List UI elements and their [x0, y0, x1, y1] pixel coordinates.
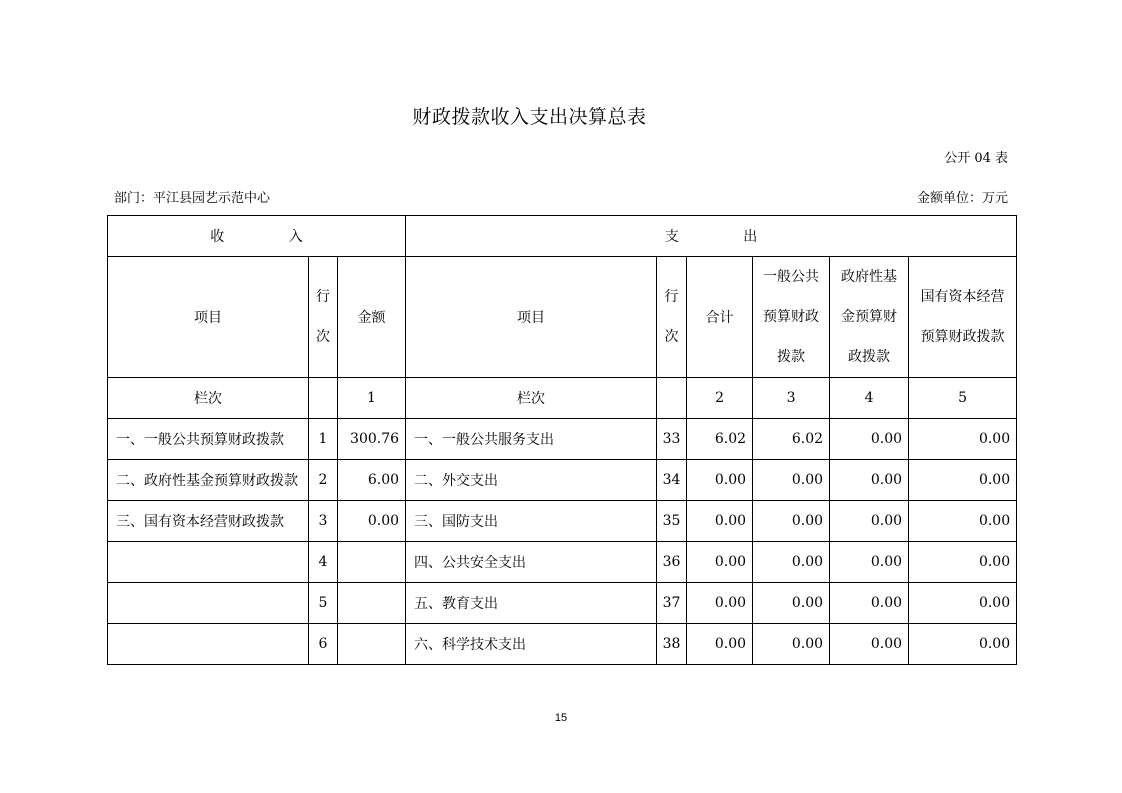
income-row-no: 1 — [309, 419, 338, 460]
income-row-no-header: 行次 — [309, 257, 338, 378]
table-row — [108, 583, 1017, 624]
expense-item-header: 项目 — [406, 257, 657, 378]
col-index-5: 5 — [909, 378, 1017, 419]
total-value: 6.02 — [687, 419, 753, 460]
gov-fund-header: 政府性基金预算财政拨款 — [830, 257, 909, 378]
col-index-4: 4 — [830, 378, 909, 419]
col-blank-left — [309, 378, 338, 419]
income-item — [108, 583, 309, 624]
income-item — [108, 624, 309, 665]
state-capital-value: 0.00 — [909, 542, 1017, 583]
income-item-header: 项目 — [108, 257, 309, 378]
header-row — [108, 216, 1017, 257]
income-row-no: 4 — [309, 542, 338, 583]
gov-fund-value: 0.00 — [830, 460, 909, 501]
expense-item: 六、科学技术支出 — [406, 624, 657, 665]
expense-item: 五、教育支出 — [406, 583, 657, 624]
general-budget-value: 0.00 — [753, 460, 830, 501]
income-amount — [338, 583, 406, 624]
page-number: 15 — [554, 712, 568, 724]
expense-item: 四、公共安全支出 — [406, 542, 657, 583]
expense-row-no: 38 — [657, 624, 687, 665]
state-capital-value: 0.00 — [909, 624, 1017, 665]
col-index-1: 1 — [338, 378, 406, 419]
income-amount: 0.00 — [338, 501, 406, 542]
income-row-no: 3 — [309, 501, 338, 542]
table-row — [108, 542, 1017, 583]
subheader-row — [108, 257, 1017, 378]
general-budget-value: 6.02 — [753, 419, 830, 460]
income-amount: 6.00 — [338, 460, 406, 501]
income-row-no: 6 — [309, 624, 338, 665]
gov-fund-value: 0.00 — [830, 624, 909, 665]
total-value: 0.00 — [687, 501, 753, 542]
income-item — [108, 542, 309, 583]
gov-fund-value: 0.00 — [830, 419, 909, 460]
gov-fund-value: 0.00 — [830, 542, 909, 583]
state-capital-value: 0.00 — [909, 583, 1017, 624]
state-capital-value: 0.00 — [909, 419, 1017, 460]
department-label: 部门：平江县园艺示范中心 — [114, 191, 271, 206]
expense-row-no: 35 — [657, 501, 687, 542]
income-amount — [338, 624, 406, 665]
column-index-row — [108, 378, 1017, 419]
income-item: 三、国有资本经营财政拨款 — [108, 501, 309, 542]
income-amount-header: 金额 — [338, 257, 406, 378]
gov-fund-value: 0.00 — [830, 501, 909, 542]
page-title: 财政拨款收入支出决算总表 — [412, 106, 647, 128]
expense-item: 三、国防支出 — [406, 501, 657, 542]
expense-item: 二、外交支出 — [406, 460, 657, 501]
expense-row-no: 34 — [657, 460, 687, 501]
expense-item: 一、一般公共服务支出 — [406, 419, 657, 460]
expense-row-no-header: 行次 — [657, 257, 687, 378]
general-budget-value: 0.00 — [753, 624, 830, 665]
expense-header: 支 出 — [406, 216, 1017, 257]
income-header: 收 入 — [108, 216, 406, 257]
budget-table — [107, 215, 1017, 665]
col-label-left: 栏次 — [108, 378, 309, 419]
income-item: 一、一般公共预算财政拨款 — [108, 419, 309, 460]
col-blank-right — [657, 378, 687, 419]
table-row — [108, 419, 1017, 460]
state-capital-value: 0.00 — [909, 460, 1017, 501]
table-row — [108, 460, 1017, 501]
table-row — [108, 501, 1017, 542]
total-value: 0.00 — [687, 542, 753, 583]
general-budget-value: 0.00 — [753, 542, 830, 583]
general-budget-value: 0.00 — [753, 501, 830, 542]
income-row-no: 5 — [309, 583, 338, 624]
expense-row-no: 33 — [657, 419, 687, 460]
unit-label: 金额单位：万元 — [916, 191, 1008, 206]
total-value: 0.00 — [687, 624, 753, 665]
expense-row-no: 36 — [657, 542, 687, 583]
table-row — [108, 624, 1017, 665]
total-value: 0.00 — [687, 460, 753, 501]
income-amount — [338, 542, 406, 583]
income-row-no: 2 — [309, 460, 338, 501]
form-number: 公开 04 表 — [944, 151, 1008, 166]
income-amount: 300.76 — [338, 419, 406, 460]
state-capital-header: 国有资本经营预算财政拨款 — [909, 257, 1017, 378]
col-label-right: 栏次 — [406, 378, 657, 419]
income-item: 二、政府性基金预算财政拨款 — [108, 460, 309, 501]
expense-row-no: 37 — [657, 583, 687, 624]
state-capital-value: 0.00 — [909, 501, 1017, 542]
col-index-3: 3 — [753, 378, 830, 419]
gov-fund-value: 0.00 — [830, 583, 909, 624]
col-index-2: 2 — [687, 378, 753, 419]
total-value: 0.00 — [687, 583, 753, 624]
total-header: 合计 — [687, 257, 753, 378]
general-budget-header: 一般公共预算财政拨款 — [753, 257, 830, 378]
general-budget-value: 0.00 — [753, 583, 830, 624]
